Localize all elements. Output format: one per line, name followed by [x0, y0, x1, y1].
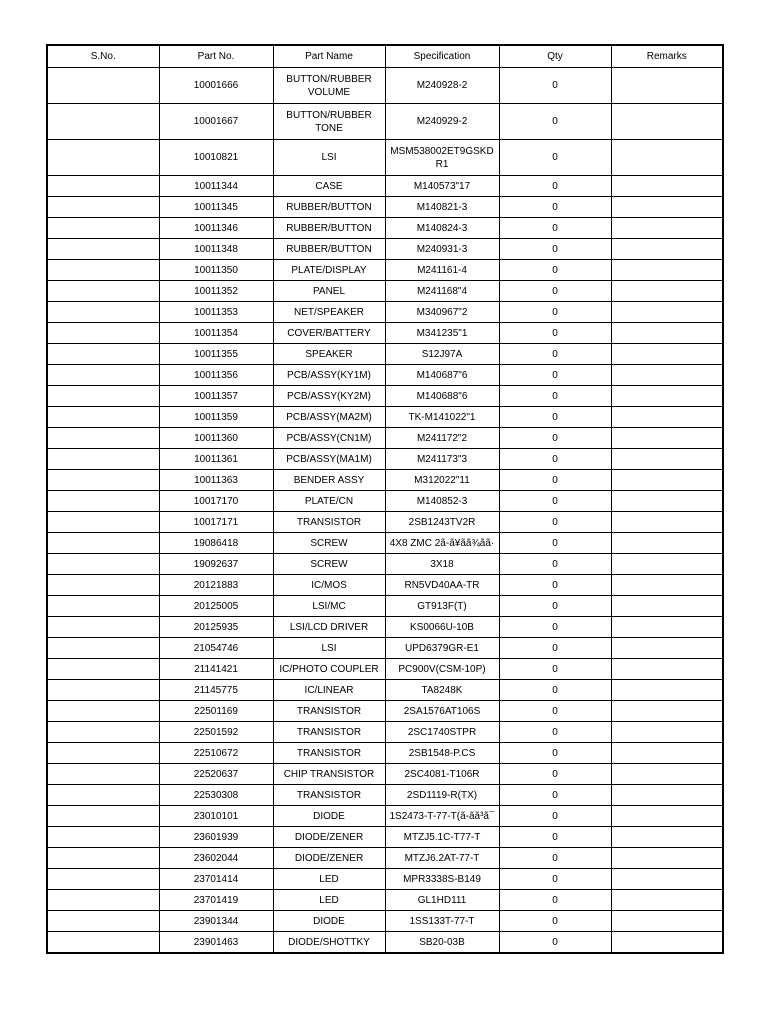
qty-cell: 0 — [499, 827, 611, 848]
qty-cell: 0 — [499, 140, 611, 176]
header-part-name: Part Name — [273, 45, 385, 68]
qty-cell: 0 — [499, 932, 611, 954]
specification-cell: 2SA1576AT106S — [385, 701, 499, 722]
remarks-cell — [611, 449, 723, 470]
part-no-cell: 10011361 — [159, 449, 273, 470]
part-name-cell: IC/MOS — [273, 575, 385, 596]
part-name-cell: LSI — [273, 140, 385, 176]
qty-cell: 0 — [499, 743, 611, 764]
sno-cell — [47, 449, 159, 470]
sno-cell — [47, 827, 159, 848]
part-no-cell: 23901463 — [159, 932, 273, 954]
sno-cell — [47, 281, 159, 302]
qty-cell: 0 — [499, 785, 611, 806]
part-name-cell: DIODE/SHOTTKY — [273, 932, 385, 954]
specification-cell: SB20-03B — [385, 932, 499, 954]
remarks-cell — [611, 140, 723, 176]
qty-cell: 0 — [499, 239, 611, 260]
part-name-cell: BENDER ASSY — [273, 470, 385, 491]
remarks-cell — [611, 344, 723, 365]
table-row — [47, 140, 723, 176]
part-no-cell: 10011359 — [159, 407, 273, 428]
specification-cell: M241172"2 — [385, 428, 499, 449]
remarks-cell — [611, 428, 723, 449]
remarks-cell — [611, 260, 723, 281]
specification-cell: M140688"6 — [385, 386, 499, 407]
remarks-cell — [611, 575, 723, 596]
qty-cell: 0 — [499, 260, 611, 281]
part-no-cell: 23901344 — [159, 911, 273, 932]
specification-cell: TA8248K — [385, 680, 499, 701]
sno-cell — [47, 197, 159, 218]
part-no-cell: 22520637 — [159, 764, 273, 785]
table-row — [47, 911, 723, 932]
specification-cell: 2SC1740STPR — [385, 722, 499, 743]
part-no-cell: 21145775 — [159, 680, 273, 701]
qty-cell: 0 — [499, 428, 611, 449]
part-no-cell: 10011357 — [159, 386, 273, 407]
remarks-cell — [611, 533, 723, 554]
sno-cell — [47, 218, 159, 239]
remarks-cell — [611, 827, 723, 848]
table-row — [47, 176, 723, 197]
table-row — [47, 680, 723, 701]
specification-cell: M241173"3 — [385, 449, 499, 470]
table-row — [47, 932, 723, 954]
part-no-cell: 10001666 — [159, 68, 273, 104]
sno-cell — [47, 176, 159, 197]
part-name-cell: TRANSISTOR — [273, 512, 385, 533]
specification-cell: M241168"4 — [385, 281, 499, 302]
remarks-cell — [611, 104, 723, 140]
table-row — [47, 449, 723, 470]
sno-cell — [47, 722, 159, 743]
part-name-cell: PCB/ASSY(KY2M) — [273, 386, 385, 407]
part-name-cell: DIODE/ZENER — [273, 827, 385, 848]
part-no-cell: 10011352 — [159, 281, 273, 302]
remarks-cell — [611, 911, 723, 932]
part-name-cell: PANEL — [273, 281, 385, 302]
table-row — [47, 659, 723, 680]
table-row — [47, 491, 723, 512]
table-row — [47, 785, 723, 806]
table-row — [47, 575, 723, 596]
remarks-cell — [611, 617, 723, 638]
part-name-cell: LED — [273, 869, 385, 890]
remarks-cell — [611, 890, 723, 911]
header-row — [47, 45, 723, 68]
part-no-cell: 10011348 — [159, 239, 273, 260]
specification-cell: UPD6379GR-E1 — [385, 638, 499, 659]
part-name-cell: PLATE/DISPLAY — [273, 260, 385, 281]
part-name-cell: DIODE — [273, 806, 385, 827]
qty-cell: 0 — [499, 302, 611, 323]
qty-cell: 0 — [499, 407, 611, 428]
table-row — [47, 638, 723, 659]
specification-cell: GT913F(T) — [385, 596, 499, 617]
specification-cell: M140573"17 — [385, 176, 499, 197]
part-no-cell: 22510672 — [159, 743, 273, 764]
header-specification: Specification — [385, 45, 499, 68]
part-name-cell: TRANSISTOR — [273, 722, 385, 743]
part-name-cell: COVER/BATTERY — [273, 323, 385, 344]
sno-cell — [47, 512, 159, 533]
remarks-cell — [611, 743, 723, 764]
qty-cell: 0 — [499, 176, 611, 197]
header-qty: Qty — [499, 45, 611, 68]
table-row — [47, 596, 723, 617]
part-name-cell: TRANSISTOR — [273, 701, 385, 722]
part-no-cell: 21141421 — [159, 659, 273, 680]
qty-cell: 0 — [499, 470, 611, 491]
part-no-cell: 10011354 — [159, 323, 273, 344]
sno-cell — [47, 911, 159, 932]
table-row — [47, 407, 723, 428]
qty-cell: 0 — [499, 449, 611, 470]
sno-cell — [47, 407, 159, 428]
specification-cell: 2SD1119-R(TX) — [385, 785, 499, 806]
part-name-cell: DIODE/ZENER — [273, 848, 385, 869]
remarks-cell — [611, 659, 723, 680]
specification-cell: KS0066U-10B — [385, 617, 499, 638]
parts-list-sheet — [46, 44, 722, 954]
sno-cell — [47, 239, 159, 260]
specification-cell: 1S2473-T-77-T(ã-ãã³ã¯ — [385, 806, 499, 827]
part-name-cell: PCB/ASSY(MA1M) — [273, 449, 385, 470]
part-no-cell: 20125005 — [159, 596, 273, 617]
part-name-cell: NET/SPEAKER — [273, 302, 385, 323]
sno-cell — [47, 344, 159, 365]
part-name-cell: LSI/MC — [273, 596, 385, 617]
part-name-cell: RUBBER/BUTTON — [273, 239, 385, 260]
remarks-cell — [611, 848, 723, 869]
header-sno: S.No. — [47, 45, 159, 68]
part-name-cell: CASE — [273, 176, 385, 197]
part-no-cell: 10011350 — [159, 260, 273, 281]
remarks-cell — [611, 554, 723, 575]
remarks-cell — [611, 239, 723, 260]
table-row — [47, 617, 723, 638]
sno-cell — [47, 638, 159, 659]
specification-cell: MTZJ6.2AT-77-T — [385, 848, 499, 869]
specification-cell: S12J97A — [385, 344, 499, 365]
qty-cell: 0 — [499, 386, 611, 407]
specification-cell: M312022"11 — [385, 470, 499, 491]
table-row — [47, 365, 723, 386]
qty-cell: 0 — [499, 365, 611, 386]
sno-cell — [47, 659, 159, 680]
specification-cell: 3X18 — [385, 554, 499, 575]
sno-cell — [47, 575, 159, 596]
remarks-cell — [611, 470, 723, 491]
part-name-cell: LSI/LCD DRIVER — [273, 617, 385, 638]
specification-cell: 2SB1243TV2R — [385, 512, 499, 533]
qty-cell: 0 — [499, 848, 611, 869]
part-no-cell: 10011344 — [159, 176, 273, 197]
part-name-cell: BUTTON/RUBBER TONE — [273, 104, 385, 140]
qty-cell: 0 — [499, 722, 611, 743]
sno-cell — [47, 470, 159, 491]
sno-cell — [47, 554, 159, 575]
qty-cell: 0 — [499, 491, 611, 512]
qty-cell: 0 — [499, 680, 611, 701]
part-name-cell: SPEAKER — [273, 344, 385, 365]
table-row — [47, 764, 723, 785]
table-row — [47, 302, 723, 323]
table-row — [47, 323, 723, 344]
part-name-cell: SCREW — [273, 533, 385, 554]
qty-cell: 0 — [499, 323, 611, 344]
specification-cell: 1SS133T-77-T — [385, 911, 499, 932]
qty-cell: 0 — [499, 197, 611, 218]
part-name-cell: IC/LINEAR — [273, 680, 385, 701]
part-no-cell: 10011360 — [159, 428, 273, 449]
part-name-cell: PCB/ASSY(KY1M) — [273, 365, 385, 386]
sno-cell — [47, 680, 159, 701]
specification-cell: M340967"2 — [385, 302, 499, 323]
part-no-cell: 21054746 — [159, 638, 273, 659]
table-row — [47, 470, 723, 491]
remarks-cell — [611, 764, 723, 785]
parts-table — [46, 44, 724, 954]
remarks-cell — [611, 302, 723, 323]
specification-cell: M341235"1 — [385, 323, 499, 344]
specification-cell: TK-M141022"1 — [385, 407, 499, 428]
remarks-cell — [611, 68, 723, 104]
specification-cell: M140824-3 — [385, 218, 499, 239]
qty-cell: 0 — [499, 68, 611, 104]
part-no-cell: 22501592 — [159, 722, 273, 743]
qty-cell: 0 — [499, 104, 611, 140]
specification-cell: M241161-4 — [385, 260, 499, 281]
remarks-cell — [611, 176, 723, 197]
table-row — [47, 512, 723, 533]
part-name-cell: TRANSISTOR — [273, 785, 385, 806]
specification-cell: GL1HD111 — [385, 890, 499, 911]
sno-cell — [47, 323, 159, 344]
table-row — [47, 869, 723, 890]
qty-cell: 0 — [499, 911, 611, 932]
remarks-cell — [611, 869, 723, 890]
part-no-cell: 23602044 — [159, 848, 273, 869]
table-row — [47, 533, 723, 554]
remarks-cell — [611, 512, 723, 533]
qty-cell: 0 — [499, 218, 611, 239]
part-no-cell: 10011353 — [159, 302, 273, 323]
sno-cell — [47, 68, 159, 104]
sno-cell — [47, 533, 159, 554]
specification-cell: RN5VD40AA-TR — [385, 575, 499, 596]
remarks-cell — [611, 407, 723, 428]
part-no-cell: 10011345 — [159, 197, 273, 218]
table-row — [47, 848, 723, 869]
remarks-cell — [611, 701, 723, 722]
table-row — [47, 743, 723, 764]
table-row — [47, 344, 723, 365]
part-name-cell: RUBBER/BUTTON — [273, 218, 385, 239]
qty-cell: 0 — [499, 533, 611, 554]
sno-cell — [47, 260, 159, 281]
remarks-cell — [611, 785, 723, 806]
part-no-cell: 10011356 — [159, 365, 273, 386]
sno-cell — [47, 491, 159, 512]
qty-cell: 0 — [499, 344, 611, 365]
part-no-cell: 10010821 — [159, 140, 273, 176]
specification-cell: M240931-3 — [385, 239, 499, 260]
part-name-cell: PCB/ASSY(CN1M) — [273, 428, 385, 449]
part-name-cell: TRANSISTOR — [273, 743, 385, 764]
part-no-cell: 20121883 — [159, 575, 273, 596]
sno-cell — [47, 848, 159, 869]
specification-cell: PC900V(CSM-10P) — [385, 659, 499, 680]
qty-cell: 0 — [499, 659, 611, 680]
part-no-cell: 10017170 — [159, 491, 273, 512]
sno-cell — [47, 932, 159, 954]
table-row — [47, 239, 723, 260]
part-name-cell: PLATE/CN — [273, 491, 385, 512]
table-row — [47, 281, 723, 302]
table-row — [47, 386, 723, 407]
sno-cell — [47, 701, 159, 722]
specification-cell: MPR3338S-B149 — [385, 869, 499, 890]
remarks-cell — [611, 323, 723, 344]
part-no-cell: 10011346 — [159, 218, 273, 239]
specification-cell: MTZJ5.1C-T77-T — [385, 827, 499, 848]
qty-cell: 0 — [499, 554, 611, 575]
header-remarks: Remarks — [611, 45, 723, 68]
part-no-cell: 23701419 — [159, 890, 273, 911]
sno-cell — [47, 806, 159, 827]
remarks-cell — [611, 281, 723, 302]
part-name-cell: DIODE — [273, 911, 385, 932]
table-row — [47, 218, 723, 239]
specification-cell: M140852-3 — [385, 491, 499, 512]
qty-cell: 0 — [499, 575, 611, 596]
parts-table-body — [47, 68, 723, 954]
remarks-cell — [611, 491, 723, 512]
qty-cell: 0 — [499, 281, 611, 302]
specification-cell: 4X8 ZMC 2ã-ã¥ãã¾ãã· — [385, 533, 499, 554]
qty-cell: 0 — [499, 890, 611, 911]
sno-cell — [47, 764, 159, 785]
sno-cell — [47, 617, 159, 638]
part-no-cell: 23010101 — [159, 806, 273, 827]
remarks-cell — [611, 806, 723, 827]
part-no-cell: 10011363 — [159, 470, 273, 491]
qty-cell: 0 — [499, 638, 611, 659]
table-row — [47, 428, 723, 449]
part-no-cell: 10017171 — [159, 512, 273, 533]
part-no-cell: 10011355 — [159, 344, 273, 365]
qty-cell: 0 — [499, 764, 611, 785]
table-row — [47, 554, 723, 575]
sno-cell — [47, 743, 159, 764]
qty-cell: 0 — [499, 869, 611, 890]
table-row — [47, 260, 723, 281]
part-no-cell: 22530308 — [159, 785, 273, 806]
remarks-cell — [611, 680, 723, 701]
table-row — [47, 827, 723, 848]
remarks-cell — [611, 638, 723, 659]
table-row — [47, 806, 723, 827]
part-name-cell: CHIP TRANSISTOR — [273, 764, 385, 785]
sno-cell — [47, 890, 159, 911]
header-part-no: Part No. — [159, 45, 273, 68]
remarks-cell — [611, 386, 723, 407]
specification-cell: M240929-2 — [385, 104, 499, 140]
part-no-cell: 19092637 — [159, 554, 273, 575]
sno-cell — [47, 785, 159, 806]
table-row — [47, 104, 723, 140]
table-row — [47, 722, 723, 743]
table-row — [47, 890, 723, 911]
specification-cell: MSM538002ET9GSKD R1 — [385, 140, 499, 176]
part-no-cell: 22501169 — [159, 701, 273, 722]
sno-cell — [47, 386, 159, 407]
sno-cell — [47, 140, 159, 176]
part-name-cell: LED — [273, 890, 385, 911]
part-name-cell: SCREW — [273, 554, 385, 575]
table-row — [47, 197, 723, 218]
part-no-cell: 23701414 — [159, 869, 273, 890]
qty-cell: 0 — [499, 806, 611, 827]
sno-cell — [47, 596, 159, 617]
remarks-cell — [611, 596, 723, 617]
part-name-cell: IC/PHOTO COUPLER — [273, 659, 385, 680]
qty-cell: 0 — [499, 617, 611, 638]
qty-cell: 0 — [499, 596, 611, 617]
part-name-cell: LSI — [273, 638, 385, 659]
part-no-cell: 20125935 — [159, 617, 273, 638]
sno-cell — [47, 104, 159, 140]
part-name-cell: RUBBER/BUTTON — [273, 197, 385, 218]
specification-cell: 2SB1548-P.CS — [385, 743, 499, 764]
part-no-cell: 10001667 — [159, 104, 273, 140]
remarks-cell — [611, 218, 723, 239]
qty-cell: 0 — [499, 512, 611, 533]
specification-cell: M140687"6 — [385, 365, 499, 386]
qty-cell: 0 — [499, 701, 611, 722]
part-no-cell: 19086418 — [159, 533, 273, 554]
remarks-cell — [611, 365, 723, 386]
specification-cell: 2SC4081-T106R — [385, 764, 499, 785]
part-name-cell: PCB/ASSY(MA2M) — [273, 407, 385, 428]
specification-cell: M240928-2 — [385, 68, 499, 104]
sno-cell — [47, 365, 159, 386]
remarks-cell — [611, 722, 723, 743]
table-row — [47, 701, 723, 722]
part-no-cell: 23601939 — [159, 827, 273, 848]
sno-cell — [47, 869, 159, 890]
table-row — [47, 68, 723, 104]
remarks-cell — [611, 932, 723, 954]
part-name-cell: BUTTON/RUBBER VOLUME — [273, 68, 385, 104]
specification-cell: M140821-3 — [385, 197, 499, 218]
remarks-cell — [611, 197, 723, 218]
sno-cell — [47, 302, 159, 323]
sno-cell — [47, 428, 159, 449]
